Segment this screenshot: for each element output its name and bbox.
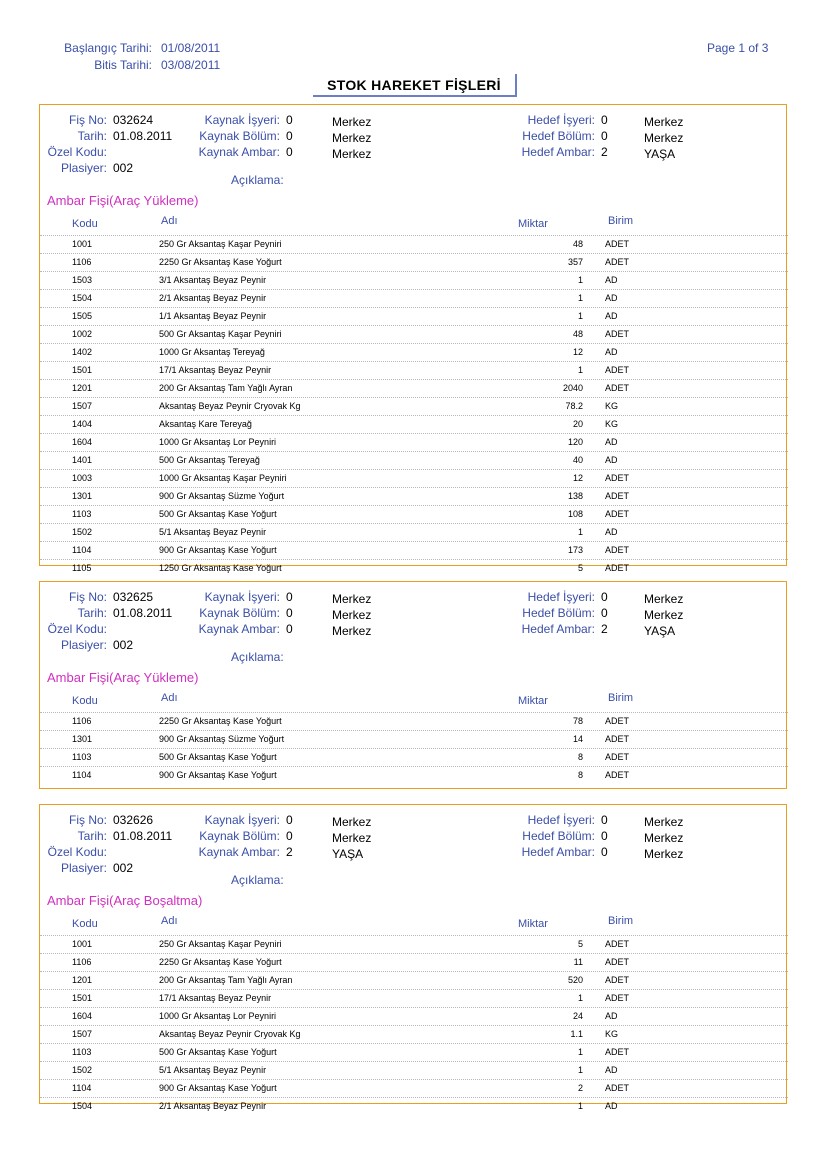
voucher-card [39, 104, 787, 573]
end-date-value: 03/08/2011 [161, 58, 221, 72]
cell-adi: 2250 Gr Aksantaş Kase Yoğurt [159, 716, 282, 726]
hedef-isyeri-label: Hedef İşyeri: [527, 113, 595, 127]
cell-kodu: 1505 [72, 311, 93, 321]
items-table [40, 935, 788, 1115]
end-date-label: Bitis Tarihi: [94, 58, 152, 72]
report-title: STOK HAREKET FİŞLERİ [327, 77, 501, 93]
cell-birim: AD [605, 275, 618, 285]
hedef-ambar-name: Merkez [644, 847, 684, 861]
cell-adi: 900 Gr Aksantaş Kase Yoğurt [159, 545, 277, 555]
cell-adi: 500 Gr Aksantaş Tereyağ [159, 455, 260, 465]
cell-kodu: 1001 [72, 239, 93, 249]
cell-kodu: 1604 [72, 1011, 93, 1021]
hedef-ambar-name: YAŞA [644, 624, 676, 638]
cell-birim: ADET [605, 1047, 630, 1057]
cell-kodu: 1501 [72, 365, 93, 375]
tarih-label: Tarih: [77, 606, 107, 620]
table-row [40, 343, 788, 361]
table-row [40, 766, 788, 784]
column-header-kodu: Kodu [72, 695, 98, 707]
tarih-value: 01.08.2011 [113, 129, 173, 143]
table-row [40, 559, 788, 577]
table-row [40, 1079, 788, 1097]
cell-miktar: 48 [572, 239, 583, 249]
cell-miktar: 2 [577, 1083, 583, 1093]
cell-miktar: 14 [572, 734, 583, 744]
cell-adi: 3/1 Aksantaş Beyaz Peynir [159, 275, 267, 285]
cell-miktar: 12 [572, 473, 583, 483]
hedef-ambar-value: 2 [601, 622, 608, 636]
cell-birim: KG [605, 419, 619, 429]
cell-miktar: 1 [577, 293, 583, 303]
hedef-ambar-value: 2 [601, 145, 608, 159]
cell-adi: 900 Gr Aksantaş Süzme Yoğurt [159, 491, 285, 501]
cell-miktar: 1 [577, 1047, 583, 1057]
table-row [40, 307, 788, 325]
column-header-adi: Adı [161, 692, 178, 704]
table-row [40, 253, 788, 271]
tarih-value: 01.08.2011 [113, 829, 173, 843]
table-row [40, 505, 788, 523]
cell-birim: ADET [605, 473, 630, 483]
cell-birim: KG [605, 401, 619, 411]
hedef-isyeri-label: Hedef İşyeri: [527, 590, 595, 604]
cell-adi: 200 Gr Aksantaş Tam Yağlı Ayran [159, 383, 293, 393]
kaynak-bolum-label: Kaynak Bölüm: [199, 829, 280, 843]
cell-kodu: 1104 [72, 1083, 92, 1093]
kaynak-ambar-value: 0 [286, 622, 293, 636]
hedef-isyeri-value: 0 [601, 590, 608, 604]
plasiyer-value: 002 [113, 638, 134, 652]
table-row [40, 1025, 788, 1043]
cell-birim: ADET [605, 734, 630, 744]
cell-miktar: 48 [572, 329, 583, 339]
cell-adi: 1250 Gr Aksantaş Kase Yoğurt [159, 563, 282, 573]
cell-birim: AD [605, 311, 618, 321]
start-date-value: 01/08/2011 [161, 41, 221, 55]
fis-no-label: Fiş No: [68, 813, 107, 827]
cell-miktar: 1 [577, 275, 583, 285]
fis-no-label: Fiş No: [68, 113, 107, 127]
table-row [40, 487, 788, 505]
column-header-kodu: Kodu [72, 218, 98, 230]
hedef-bolum-name: Merkez [644, 608, 684, 622]
cell-birim: AD [605, 293, 618, 303]
cell-birim: AD [605, 1101, 618, 1111]
table-row [40, 971, 788, 989]
cell-adi: 1000 Gr Aksantaş Lor Peyniri [159, 1011, 277, 1021]
cell-kodu: 1404 [72, 419, 93, 429]
cell-birim: AD [605, 1011, 618, 1021]
cell-kodu: 1003 [72, 473, 93, 483]
kaynak-bolum-value: 0 [286, 606, 293, 620]
cell-miktar: 357 [567, 257, 583, 267]
cell-adi: 1000 Gr Aksantaş Lor Peyniri [159, 437, 277, 447]
voucher-card [39, 581, 787, 789]
cell-kodu: 1103 [72, 509, 92, 519]
column-header-miktar: Miktar [518, 218, 548, 230]
kaynak-bolum-label: Kaynak Bölüm: [199, 129, 280, 143]
table-row [40, 451, 788, 469]
cell-birim: ADET [605, 752, 630, 762]
ozel-kodu-label: Özel Kodu: [47, 622, 107, 636]
kaynak-ambar-value: 0 [286, 145, 293, 159]
table-row [40, 235, 788, 253]
hedef-ambar-label: Hedef Ambar: [521, 845, 595, 859]
hedef-isyeri-name: Merkez [644, 815, 684, 829]
hedef-ambar-label: Hedef Ambar: [521, 622, 595, 636]
cell-kodu: 1502 [72, 527, 93, 537]
cell-kodu: 1105 [72, 563, 92, 573]
cell-miktar: 108 [567, 509, 583, 519]
cell-adi: 500 Gr Aksantaş Kaşar Peyniri [159, 329, 282, 339]
hedef-bolum-value: 0 [601, 606, 608, 620]
cell-birim: AD [605, 527, 618, 537]
cell-kodu: 1104 [72, 770, 92, 780]
cell-kodu: 1201 [72, 975, 93, 985]
column-header-birim: Birim [608, 915, 634, 927]
cell-kodu: 1301 [72, 734, 93, 744]
table-row [40, 989, 788, 1007]
table-row [40, 1007, 788, 1025]
table-row [40, 289, 788, 307]
cell-kodu: 1507 [72, 1029, 93, 1039]
fis-no-value: 032624 [113, 113, 154, 127]
cell-miktar: 2040 [562, 383, 583, 393]
cell-miktar: 40 [572, 455, 583, 465]
kaynak-isyeri-value: 0 [286, 813, 293, 827]
cell-adi: 2/1 Aksantaş Beyaz Peynir [159, 293, 267, 303]
column-header-miktar: Miktar [518, 695, 548, 707]
kaynak-ambar-name: Merkez [332, 624, 372, 638]
cell-birim: AD [605, 1065, 618, 1075]
table-row [40, 379, 788, 397]
ozel-kodu-label: Özel Kodu: [47, 845, 107, 859]
column-header-birim: Birim [608, 215, 634, 227]
cell-adi: 2250 Gr Aksantaş Kase Yoğurt [159, 257, 282, 267]
cell-miktar: 1 [577, 527, 583, 537]
cell-adi: 17/1 Aksantaş Beyaz Peynir [159, 993, 272, 1003]
table-row [40, 712, 788, 730]
start-date-label: Başlangıç Tarihi: [64, 41, 152, 55]
kaynak-bolum-value: 0 [286, 829, 293, 843]
cell-kodu: 1401 [72, 455, 93, 465]
hedef-bolum-name: Merkez [644, 131, 684, 145]
cell-kodu: 1002 [72, 329, 93, 339]
fis-no-value: 032626 [113, 813, 154, 827]
kaynak-bolum-label: Kaynak Bölüm: [199, 606, 280, 620]
cell-adi: 200 Gr Aksantaş Tam Yağlı Ayran [159, 975, 293, 985]
cell-adi: 2250 Gr Aksantaş Kase Yoğurt [159, 957, 282, 967]
cell-birim: ADET [605, 329, 630, 339]
cell-birim: ADET [605, 563, 630, 573]
report-title-box [313, 74, 517, 97]
cell-miktar: 173 [567, 545, 583, 555]
cell-miktar: 1 [577, 1101, 583, 1111]
aciklama-label: Açıklama: [231, 173, 284, 187]
plasiyer-label: Plasiyer: [60, 861, 107, 875]
hedef-isyeri-name: Merkez [644, 115, 684, 129]
fis-no-value: 032625 [113, 590, 154, 604]
cell-birim: ADET [605, 491, 630, 501]
cell-adi: 1/1 Aksantaş Beyaz Peynir [159, 311, 267, 321]
table-row [40, 1061, 788, 1079]
column-header-birim: Birim [608, 692, 634, 704]
voucher-type-title: Ambar Fişi(Araç Yükleme) [47, 193, 199, 208]
cell-birim: ADET [605, 545, 630, 555]
cell-kodu: 1201 [72, 383, 93, 393]
cell-miktar: 8 [577, 752, 583, 762]
page-number: Page 1 of 3 [707, 41, 769, 55]
cell-birim: ADET [605, 257, 630, 267]
cell-kodu: 1106 [72, 716, 92, 726]
kaynak-isyeri-value: 0 [286, 113, 293, 127]
table-row [40, 953, 788, 971]
cell-adi: 900 Gr Aksantaş Kase Yoğurt [159, 770, 277, 780]
kaynak-isyeri-name: Merkez [332, 815, 372, 829]
cell-birim: ADET [605, 239, 630, 249]
cell-birim: ADET [605, 716, 630, 726]
column-header-kodu: Kodu [72, 918, 98, 930]
cell-adi: 900 Gr Aksantaş Süzme Yoğurt [159, 734, 285, 744]
cell-kodu: 1106 [72, 257, 92, 267]
kaynak-ambar-name: Merkez [332, 147, 372, 161]
hedef-isyeri-label: Hedef İşyeri: [527, 813, 595, 827]
kaynak-bolum-name: Merkez [332, 131, 372, 145]
cell-miktar: 24 [572, 1011, 583, 1021]
cell-miktar: 1 [577, 365, 583, 375]
kaynak-ambar-label: Kaynak Ambar: [198, 145, 280, 159]
cell-miktar: 5 [577, 563, 583, 573]
cell-miktar: 1 [577, 993, 583, 1003]
table-row [40, 935, 788, 953]
cell-kodu: 1507 [72, 401, 93, 411]
kaynak-bolum-name: Merkez [332, 831, 372, 845]
cell-kodu: 1504 [72, 1101, 93, 1111]
cell-birim: ADET [605, 509, 630, 519]
cell-adi: Aksantaş Beyaz Peynir Cryovak Kg [159, 1029, 301, 1039]
kaynak-isyeri-name: Merkez [332, 592, 372, 606]
aciklama-label: Açıklama: [231, 650, 284, 664]
cell-adi: 250 Gr Aksantaş Kaşar Peyniri [159, 239, 282, 249]
hedef-bolum-value: 0 [601, 129, 608, 143]
voucher-card [39, 804, 787, 1111]
table-row [40, 415, 788, 433]
cell-adi: 5/1 Aksantaş Beyaz Peynir [159, 1065, 267, 1075]
hedef-ambar-name: YAŞA [644, 147, 676, 161]
kaynak-ambar-name: YAŞA [332, 847, 364, 861]
table-row [40, 748, 788, 766]
table-row [40, 1097, 788, 1115]
voucher-type-title: Ambar Fişi(Araç Boşaltma) [47, 893, 203, 908]
hedef-isyeri-name: Merkez [644, 592, 684, 606]
cell-adi: 900 Gr Aksantaş Kase Yoğurt [159, 1083, 277, 1093]
cell-miktar: 1 [577, 311, 583, 321]
cell-birim: ADET [605, 957, 630, 967]
column-header-adi: Adı [161, 215, 178, 227]
cell-adi: Aksantaş Kare Tereyağ [159, 419, 252, 429]
cell-miktar: 138 [567, 491, 583, 501]
kaynak-bolum-name: Merkez [332, 608, 372, 622]
aciklama-label: Açıklama: [231, 873, 284, 887]
tarih-value: 01.08.2011 [113, 606, 173, 620]
hedef-ambar-value: 0 [601, 845, 608, 859]
cell-kodu: 1504 [72, 293, 93, 303]
cell-kodu: 1104 [72, 545, 92, 555]
cell-miktar: 520 [567, 975, 583, 985]
table-row [40, 433, 788, 451]
cell-kodu: 1103 [72, 1047, 92, 1057]
hedef-bolum-name: Merkez [644, 831, 684, 845]
voucher-type-title: Ambar Fişi(Araç Yükleme) [47, 670, 199, 685]
table-row [40, 397, 788, 415]
cell-birim: ADET [605, 770, 630, 780]
cell-kodu: 1402 [72, 347, 93, 357]
table-row [40, 541, 788, 559]
hedef-isyeri-value: 0 [601, 113, 608, 127]
kaynak-isyeri-name: Merkez [332, 115, 372, 129]
table-row [40, 361, 788, 379]
cell-miktar: 1.1 [570, 1029, 583, 1039]
table-row [40, 730, 788, 748]
cell-birim: KG [605, 1029, 619, 1039]
cell-birim: ADET [605, 383, 630, 393]
plasiyer-value: 002 [113, 861, 134, 875]
cell-miktar: 78 [572, 716, 583, 726]
cell-miktar: 5 [577, 939, 583, 949]
column-header-miktar: Miktar [518, 918, 548, 930]
cell-adi: 2/1 Aksantaş Beyaz Peynir [159, 1101, 267, 1111]
cell-birim: ADET [605, 975, 630, 985]
cell-miktar: 12 [572, 347, 583, 357]
kaynak-isyeri-label: Kaynak İşyeri: [204, 590, 280, 604]
cell-miktar: 120 [567, 437, 583, 447]
hedef-bolum-label: Hedef Bölüm: [522, 606, 595, 620]
cell-kodu: 1604 [72, 437, 93, 447]
cell-miktar: 78.2 [565, 401, 583, 411]
cell-kodu: 1503 [72, 275, 93, 285]
cell-miktar: 1 [577, 1065, 583, 1075]
kaynak-bolum-value: 0 [286, 129, 293, 143]
table-row [40, 325, 788, 343]
plasiyer-value: 002 [113, 161, 134, 175]
hedef-bolum-label: Hedef Bölüm: [522, 829, 595, 843]
cell-adi: 500 Gr Aksantaş Kase Yoğurt [159, 509, 277, 519]
cell-birim: ADET [605, 365, 630, 375]
hedef-bolum-label: Hedef Bölüm: [522, 129, 595, 143]
items-table [40, 235, 788, 577]
kaynak-isyeri-label: Kaynak İşyeri: [204, 813, 280, 827]
cell-adi: 250 Gr Aksantaş Kaşar Peyniri [159, 939, 282, 949]
table-row [40, 271, 788, 289]
cell-kodu: 1301 [72, 491, 93, 501]
cell-adi: 1000 Gr Aksantaş Kaşar Peyniri [159, 473, 287, 483]
items-table [40, 712, 788, 784]
cell-kodu: 1502 [72, 1065, 93, 1075]
cell-kodu: 1103 [72, 752, 92, 762]
ozel-kodu-label: Özel Kodu: [47, 145, 107, 159]
cell-birim: AD [605, 437, 618, 447]
table-row [40, 1043, 788, 1061]
cell-adi: 17/1 Aksantaş Beyaz Peynir [159, 365, 272, 375]
plasiyer-label: Plasiyer: [60, 638, 107, 652]
cell-birim: ADET [605, 1083, 630, 1093]
kaynak-isyeri-value: 0 [286, 590, 293, 604]
cell-kodu: 1106 [72, 957, 92, 967]
kaynak-isyeri-label: Kaynak İşyeri: [204, 113, 280, 127]
cell-birim: ADET [605, 993, 630, 1003]
cell-adi: Aksantaş Beyaz Peynir Cryovak Kg [159, 401, 301, 411]
plasiyer-label: Plasiyer: [60, 161, 107, 175]
cell-birim: AD [605, 347, 618, 357]
cell-adi: 5/1 Aksantaş Beyaz Peynir [159, 527, 267, 537]
kaynak-ambar-value: 2 [286, 845, 293, 859]
fis-no-label: Fiş No: [68, 590, 107, 604]
cell-birim: AD [605, 455, 618, 465]
cell-kodu: 1501 [72, 993, 93, 1003]
kaynak-ambar-label: Kaynak Ambar: [198, 622, 280, 636]
cell-miktar: 11 [573, 957, 583, 967]
cell-adi: 500 Gr Aksantaş Kase Yoğurt [159, 752, 277, 762]
cell-birim: ADET [605, 939, 630, 949]
hedef-isyeri-value: 0 [601, 813, 608, 827]
cell-adi: 500 Gr Aksantaş Kase Yoğurt [159, 1047, 277, 1057]
table-row [40, 469, 788, 487]
cell-adi: 1000 Gr Aksantaş Tereyağ [159, 347, 265, 357]
tarih-label: Tarih: [77, 129, 107, 143]
hedef-bolum-value: 0 [601, 829, 608, 843]
table-row [40, 523, 788, 541]
cell-kodu: 1001 [72, 939, 93, 949]
cell-miktar: 8 [577, 770, 583, 780]
kaynak-ambar-label: Kaynak Ambar: [198, 845, 280, 859]
column-header-adi: Adı [161, 915, 178, 927]
cell-miktar: 20 [572, 419, 583, 429]
tarih-label: Tarih: [77, 829, 107, 843]
hedef-ambar-label: Hedef Ambar: [521, 145, 595, 159]
